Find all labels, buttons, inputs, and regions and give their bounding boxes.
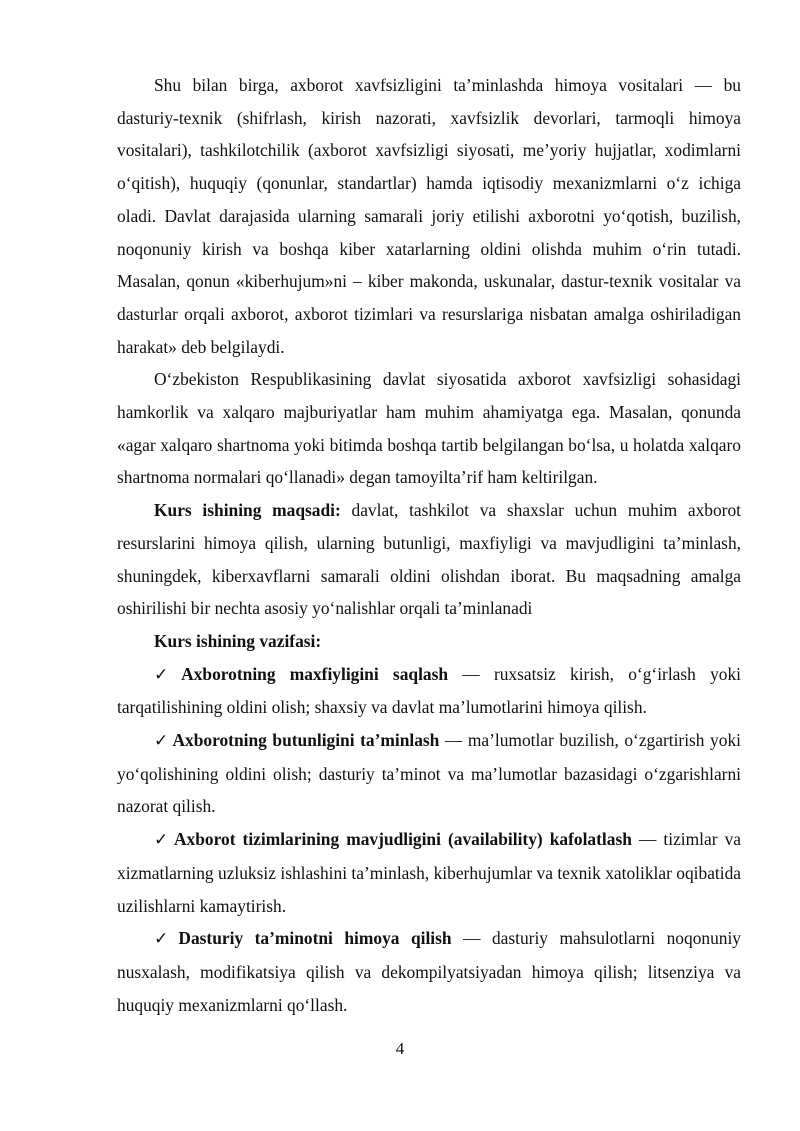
tasks-heading: Kurs ishining vazifasi:	[154, 630, 322, 651]
task-title: Axborotning maxfiyligini saqlash	[181, 663, 449, 684]
task-item-integrity	[117, 724, 741, 823]
page-body	[117, 69, 741, 1021]
task-description: — dasturiy mahsulotlarni noqonuniy nusxalash, modifikatsiya qilish va dekompilyatsiyadan himoya qilish; litsenziya va huquqiy mexanizmlarni qo‘llash.	[117, 928, 742, 1015]
paragraph-text: O‘zbekiston Respublikasining davlat siyosatida axborot xavfsizligi sohasidagi hamkorlik va xalqaro majburiyatlar ham muhim ahamiyatga ega. Masalan, qonunda «agar xalqaro shartnoma yoki bitimda boshqa tartib belgilangan bo‘lsa, u holatda xalqaro shartnoma normalari qo‘llanadi» degan tamoyilta’rif ham keltirilgan.	[117, 369, 741, 488]
task-title: Axborotning butunligini ta’minlash	[172, 730, 440, 751]
paragraph-text: davlat, tashkilot va shaxslar uchun muhim axborot resurslarini himoya qilish, ularning butunligi, maxfiyligi va mavjudligini ta’minlash, shuningdek, kiberxavflarni samarali oldini olishdan iborat. Bu maqsadning amalga oshirilishi bir nechta asosiy yo‘nalishlar orqali ta’minlanadi	[117, 500, 741, 619]
paragraph-international-cooperation	[117, 363, 741, 494]
checkmark-icon: ✓	[154, 929, 176, 950]
page-number: 4	[395, 1039, 405, 1058]
task-description: — ma’lumotlar buzilish, o‘zgartirish yoki yo‘qolishining oldini olish; dasturiy ta’minot va ma’lumotlar bazasidagi o‘zgarishlarni nazorat qilish.	[117, 730, 741, 817]
task-item-confidentiality	[117, 658, 741, 724]
task-title: Dasturiy ta’minotni himoya qilish	[178, 928, 452, 949]
paragraph-text: Shu bilan birga, axborot xavfsizligini ta’minlashda himoya vositalari — bu dasturiy-texnik (shifrlash, kirish nazorati, xavfsizlik devorlari, tarmoqli himoya vositalari), tashkilotchilik (axborot xavfsizligi siyosati, me’yoriy hujjatlar, xodimlarni o‘qitish), huquqiy (qonunlar, standartlar) hamda iqtisodiy mexanizmlarni o‘z ichiga oladi. Davlat darajasida ularning samarali joriy etilishi axborotni yo‘qotish, buzilish, noqonuniy kirish va boshqa kiber xatarlarning oldini olishda muhim o‘rin tutadi. Masalan, qonun «kiberhujum»ni – kiber makonda, uskunalar, dastur-texnik vositalar va dasturlar orqali axborot, axborot tizimlari va resurslariga nisbatan amalga oshiriladigan harakat» deb belgilaydi.	[117, 75, 741, 357]
checkmark-icon: ✓	[154, 731, 170, 752]
task-title: Axborot tizimlarining mavjudligini (availability) kafolatlash	[173, 829, 632, 850]
task-description: — ruxsatsiz kirish, o‘g‘irlash yoki tarqatilishining oldini olish; shaxsiy va davlat ma’lumotlarini himoya qilish.	[117, 663, 742, 718]
course-goal-label: Kurs ishining maqsadi:	[154, 500, 341, 521]
task-item-software-protection	[117, 922, 741, 1021]
paragraph-course-goal	[117, 494, 741, 625]
checkmark-icon: ✓	[154, 664, 179, 685]
checkmark-icon: ✓	[154, 830, 171, 851]
task-description: — tizimlar va xizmatlarning uzluksiz ishlashini ta’minlash, kiberhujumlar va texnik xatoliklar oqibatida uzilishlarni kamaytirish.	[117, 829, 741, 916]
task-item-availability	[117, 823, 741, 922]
paragraph-protection-means	[117, 69, 741, 363]
